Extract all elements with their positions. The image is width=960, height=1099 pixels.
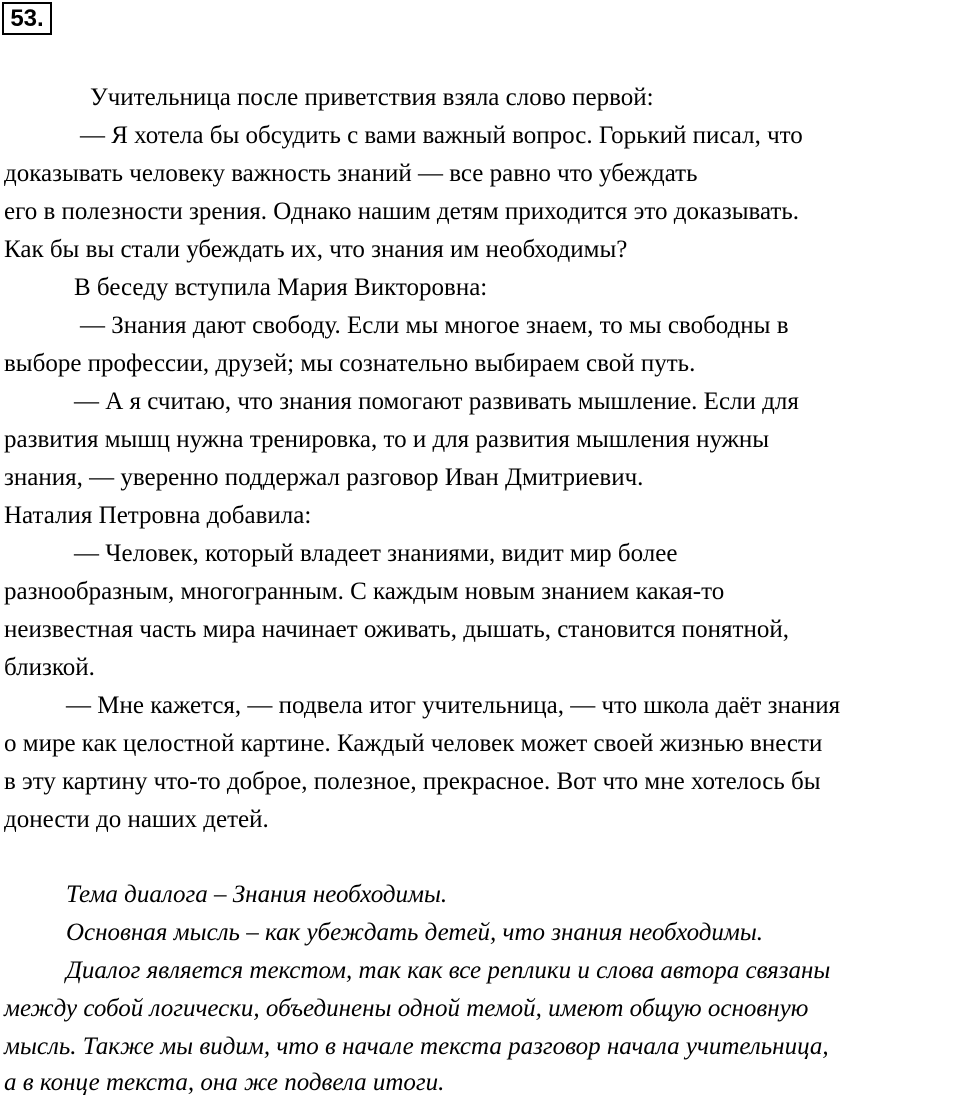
dialogue-line: в эту картину что-то доброе, полезное, прекрасное. Вот что мне хотелось бы [4, 768, 821, 795]
dialogue-line: Учительница после приветствия взяла слово первой: [90, 84, 654, 111]
answer-line: Диалог является текстом, так как все реплики и слова автора связаны [66, 957, 831, 984]
answer-line: Тема диалога – Знания необходимы. [66, 881, 448, 908]
dialogue-line: о мире как целостной картине. Каждый человек может своей жизнью внести [4, 730, 823, 757]
answer-line: мысль. Также мы видим, что в начале текста разговор начала учительница, [4, 1033, 829, 1060]
dialogue-line: В беседу вступила Мария Викторовна: [74, 274, 488, 301]
dialogue-line: Наталия Петровна добавила: [4, 502, 312, 529]
dialogue-line: Как бы вы стали убеждать их, что знания им необходимы? [4, 236, 628, 263]
dialogue-line: доказывать человеку важность знаний — все равно что убеждать [4, 160, 698, 187]
dialogue-line: — Мне кажется, — подвела итог учительница, — что школа даёт знания [66, 692, 841, 719]
dialogue-line: донести до наших детей. [4, 806, 269, 833]
dialogue-line: — Я хотела бы обсудить с вами важный вопрос. Горький писал, что [80, 122, 803, 149]
answer-line: Основная мысль – как убеждать детей, что знания необходимы. [66, 919, 764, 946]
answer-line: а в конце текста, она же подвела итоги. [4, 1069, 445, 1096]
dialogue-line: выборе профессии, друзей; мы сознательно выбираем свой путь. [4, 350, 696, 377]
exercise-number: 53. [2, 2, 52, 35]
dialogue-line: его в полезности зрения. Однако нашим детям приходится это доказывать. [4, 198, 800, 225]
answer-line: между собой логически, объединены одной темой, имеют общую основную [4, 995, 809, 1022]
dialogue-line: близкой. [4, 654, 95, 681]
dialogue-line: развития мышц нужна тренировка, то и для развития мышления нужны [4, 426, 770, 453]
dialogue-line: — Человек, который владеет знаниями, видит мир более [74, 540, 678, 567]
dialogue-line: — А я считаю, что знания помогают развивать мышление. Если для [74, 388, 799, 415]
dialogue-line: знания, — уверенно поддержал разговор Иван Дмитриевич. [4, 464, 644, 491]
dialogue-line: разнообразным, многогранным. С каждым новым знанием какая-то [4, 578, 725, 605]
dialogue-line: неизвестная часть мира начинает оживать, дышать, становится понятной, [4, 616, 789, 643]
dialogue-line: — Знания дают свободу. Если мы многое знаем, то мы свободны в [80, 312, 789, 339]
